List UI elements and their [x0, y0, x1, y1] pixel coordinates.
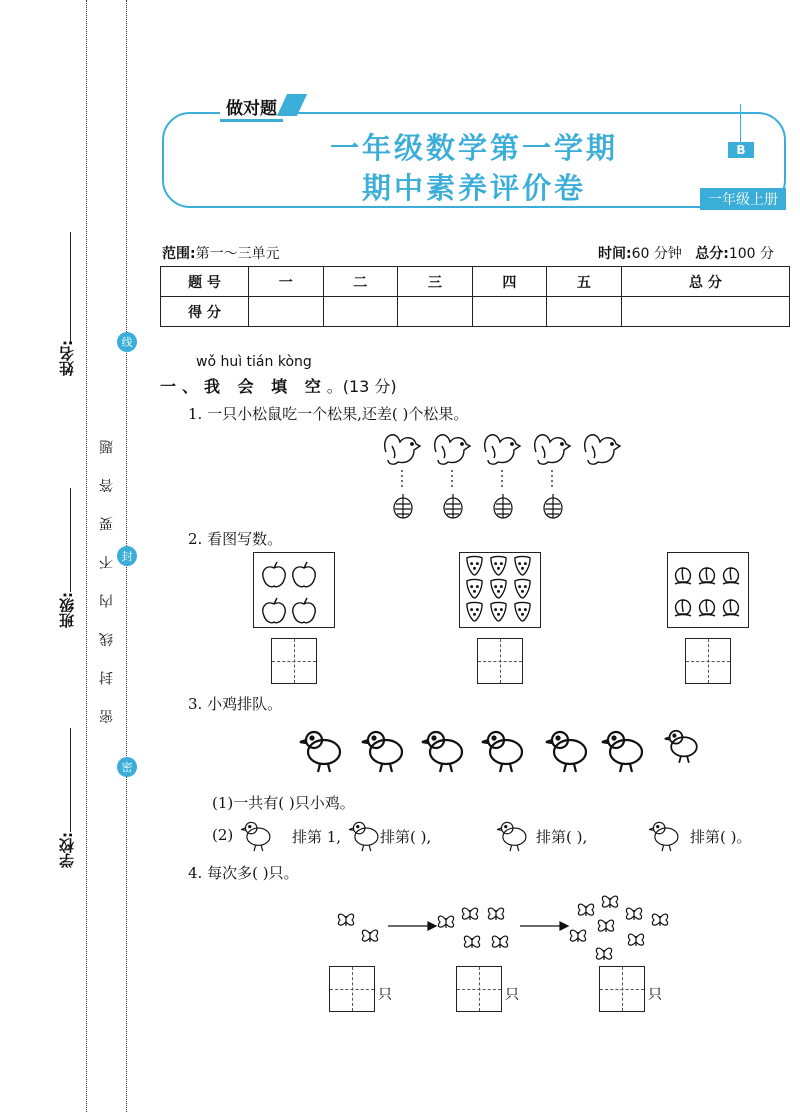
- score-input-cell[interactable]: [323, 297, 398, 327]
- butterfly-icon: [488, 908, 503, 920]
- section-name: 我 会 填 空: [204, 377, 327, 396]
- squirrel-icon: [385, 435, 420, 464]
- question-3-part-2-fourth: 排第( )。: [690, 828, 752, 846]
- section-points: 。(13 分): [326, 377, 397, 396]
- section-title: [160, 374, 397, 397]
- chick-icon: [649, 822, 678, 851]
- exam-time-total: [598, 243, 774, 263]
- butterfly-icon: [652, 914, 667, 926]
- question-2: 2. 看图写数。: [188, 530, 283, 548]
- exam-title-line2: 期中素养评价卷: [361, 171, 586, 205]
- question-3: 3. 小鸡排队。: [188, 695, 283, 713]
- butterfly-icon: [596, 948, 611, 960]
- score-input-cell[interactable]: [547, 297, 622, 327]
- chick-icon: [546, 732, 586, 772]
- name-label: 姓名:: [58, 340, 76, 376]
- name-rule: [70, 232, 71, 342]
- range-label: 范围:: [162, 246, 196, 262]
- pinecone-icon: [444, 494, 462, 518]
- score-table-header: [161, 267, 790, 297]
- seal-dot-bottom: 密: [117, 757, 137, 777]
- question-1: 1. 一只小松鼠吃一个松果,还差( )个松果。: [188, 405, 469, 423]
- butterfly-icon: [626, 908, 641, 920]
- score-input-cell[interactable]: [249, 297, 324, 327]
- score-header-cell: 二: [323, 267, 398, 297]
- chick-icon: [241, 822, 270, 851]
- squirrel-icon: [535, 435, 570, 464]
- score-row-label: 得 分: [161, 297, 249, 327]
- seal-dot-middle: 封: [117, 546, 137, 566]
- class-rule: [70, 488, 71, 592]
- grade-badge: 一年级上册: [700, 188, 786, 210]
- pinecone-icon: [394, 494, 412, 518]
- chick-icon: [349, 822, 378, 851]
- class-label: 班级:: [58, 592, 76, 628]
- exam-title-line1: 一年级数学第一学期: [329, 131, 618, 165]
- butterfly-icon: [578, 904, 593, 916]
- butterfly-icon: [338, 914, 353, 926]
- question-3-part-2-first: 排第 1,: [292, 828, 342, 846]
- question-3-part-2-second: 排第( ),: [380, 828, 432, 846]
- question-3-part-1: (1)一共有( )只小鸡。: [212, 794, 355, 812]
- strawberry-picture-box: [459, 552, 541, 628]
- butterfly-icon: [598, 920, 613, 932]
- range-value: 第一～三单元: [195, 246, 280, 262]
- time-value: 60 分钟: [631, 246, 682, 262]
- level-badge: B: [728, 142, 754, 158]
- answer-box-step-2[interactable]: [456, 966, 502, 1012]
- chick-icon: [497, 822, 526, 851]
- seal-dot-top: 线: [117, 332, 137, 352]
- score-header-cell: 题 号: [161, 267, 249, 297]
- school-rule: [70, 728, 71, 832]
- question-4: 4. 每次多( )只。: [188, 864, 299, 882]
- score-table-row: [161, 297, 790, 327]
- score-input-cell[interactable]: [398, 297, 473, 327]
- level-tag-string: [740, 104, 742, 142]
- chick-icon: [422, 732, 462, 772]
- binding-line-outer: [86, 0, 87, 1112]
- chick-icon: [300, 732, 340, 772]
- exam-range: [162, 243, 280, 263]
- chick-icon: [362, 732, 402, 772]
- chick-icon: [665, 731, 697, 763]
- apple-picture-box: [253, 552, 335, 628]
- arrow-right-icon: [520, 922, 568, 930]
- unit-label: 只: [648, 987, 662, 1003]
- squirrel-icon: [485, 435, 520, 464]
- butterfly-icon: [570, 930, 585, 942]
- unit-label: 只: [505, 987, 519, 1003]
- seal-notice: 密 封 线 内 不 要 答 题: [99, 430, 115, 724]
- pinecone-icon: [544, 494, 562, 518]
- peach-picture-box: [667, 552, 749, 628]
- score-header-cell: 五: [547, 267, 622, 297]
- score-header-cell: 四: [472, 267, 547, 297]
- question-3-part-2-label: (2): [212, 826, 234, 844]
- total-label: 总分:: [695, 246, 729, 262]
- score-input-cell[interactable]: [472, 297, 547, 327]
- score-input-cell[interactable]: [621, 297, 789, 327]
- answer-box-strawberries[interactable]: [477, 638, 523, 684]
- score-table: [160, 266, 790, 327]
- total-value: 100 分: [728, 246, 775, 262]
- chick-icon: [482, 732, 522, 772]
- question-3-part-2-third: 排第( ),: [536, 828, 588, 846]
- title-banner: [162, 99, 786, 208]
- chick-icon: [602, 732, 642, 772]
- banner-tag: 做对题: [220, 94, 283, 122]
- unit-label: 只: [378, 987, 392, 1003]
- section-pinyin: wǒ huì tián kòng: [196, 354, 312, 370]
- time-label: 时间:: [598, 246, 632, 262]
- butterfly-icon: [602, 896, 617, 908]
- butterfly-icon: [492, 936, 507, 948]
- score-header-cell: 三: [398, 267, 473, 297]
- answer-box-step-3[interactable]: [599, 966, 645, 1012]
- answer-box-step-1[interactable]: [329, 966, 375, 1012]
- school-label: 学校:: [58, 832, 76, 868]
- arrow-right-icon: [388, 922, 436, 930]
- pinecone-icon: [494, 494, 512, 518]
- answer-box-apples[interactable]: [271, 638, 317, 684]
- squirrel-icon: [585, 435, 620, 464]
- butterfly-icon: [628, 934, 643, 946]
- squirrel-icon: [435, 435, 470, 464]
- butterfly-icon: [464, 936, 479, 948]
- answer-box-peaches[interactable]: [685, 638, 731, 684]
- score-header-cell: 一: [249, 267, 324, 297]
- score-header-cell: 总 分: [621, 267, 789, 297]
- butterfly-icon: [438, 916, 453, 928]
- butterfly-icon: [462, 908, 477, 920]
- butterfly-icon: [362, 930, 377, 942]
- section-number: 一、: [160, 377, 205, 396]
